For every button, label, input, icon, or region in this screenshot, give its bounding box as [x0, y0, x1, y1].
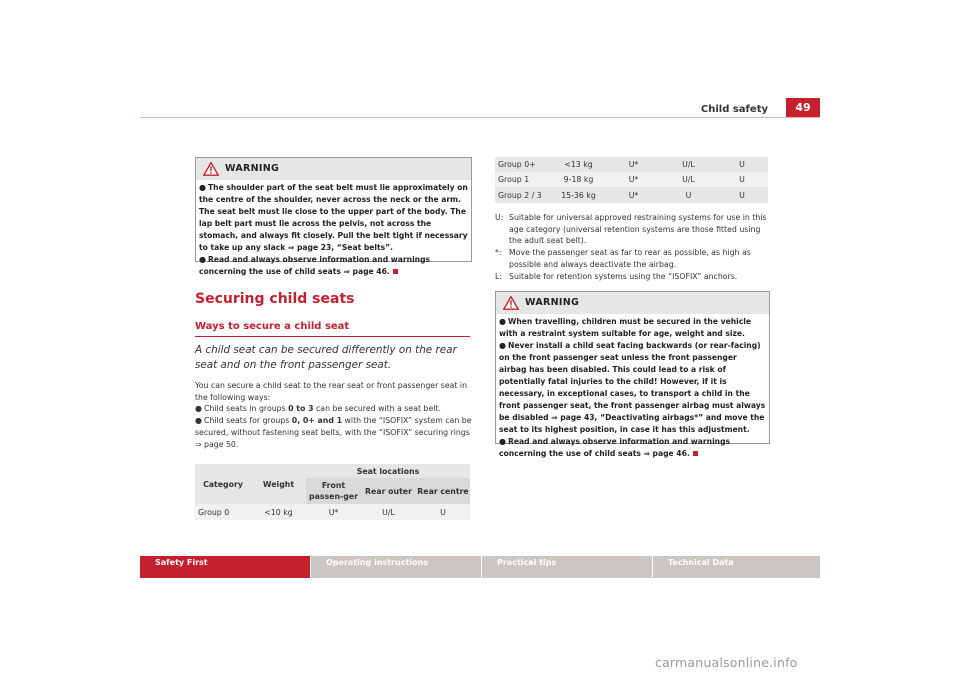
col-header-rear-centre: Rear centre [416, 478, 470, 504]
warning-item: ● When travelling, children must be secured in the vehicle with a restraint system suitable for age, weight and size. [499, 317, 751, 338]
table-row [195, 504, 470, 520]
end-square-icon [693, 451, 698, 456]
warning-item: ● The shoulder part of the seat belt must lie approximately on the centre of the shoulder, never across the neck or the arm. The seat belt must lie close to the upper part of the body. The lap belt part must lie across the pelvis, not across the stomach, and always fit closely. Pull the belt tight if necessary to take up any slack ⇒ page 23, “Seat belts”. [199, 183, 468, 252]
table-cell: Group 0+ [495, 157, 551, 172]
table-cell: U [416, 504, 470, 520]
warning-header [196, 158, 471, 180]
table-cell: U* [606, 187, 661, 203]
intro-paragraph: You can secure a child seat to the rear seat or front passenger seat in the following ways: [195, 381, 468, 402]
footer-tab-practical-tips[interactable]: Practical tips [482, 556, 652, 578]
table-row [495, 187, 768, 203]
subsection-rule [195, 336, 470, 337]
warning-triangle-icon [503, 296, 519, 310]
col-header-weight: Weight [251, 464, 306, 504]
body-text [195, 380, 473, 450]
header-rule [140, 117, 820, 118]
end-square-icon [393, 269, 398, 274]
page-number: 49 [786, 98, 820, 118]
table-cell: 15-36 kg [551, 187, 606, 203]
section-title: Securing child seats [195, 291, 355, 307]
table-cell: <13 kg [551, 157, 606, 172]
legend-item: U: Suitable for universal approved restraining systems for use in this age category (universal retention systems are those fitted using the adult seat belt). [495, 213, 767, 246]
warning-item: ● Read and always observe information and warnings concerning the use of child seats ⇒ page 46. [199, 255, 431, 276]
warning-box-child-seats [495, 291, 770, 458]
legend-item: L: Suitable for retention systems using the “ISOFIX” anchors. [495, 271, 738, 281]
table-cell: U [716, 187, 768, 203]
chapter-title: Child safety [700, 104, 768, 115]
warning-item: ● Never install a child seat facing backwards (or rear-facing) on the front passenger seat unless the front passenger airbag has been disabled. This could lead to a risk of potentially fatal injuries to the child! However, if it is necessary, in exceptional cases, to transport a child in the front passenger seat, the front passenger airbag must always be disabled ⇒ page 43, “Deactivating airbags*” and move the seat to its highest position, in case it has this adjustment. [499, 341, 766, 434]
table-cell: 9-18 kg [551, 172, 606, 187]
col-header-front-passenger: Front passen-ger [306, 478, 361, 504]
warning-title: WARNING [525, 297, 580, 308]
table-cell: U* [606, 157, 661, 172]
footer-tab-technical-data[interactable]: Technical Data [653, 556, 820, 578]
bullet-item: ● Child seats for groups 0, 0+ and 1 with the “ISOFIX” system can be secured, without fastening seat belts, with the “ISOFIX” securing rings ⇒ page 50. [195, 416, 472, 449]
col-header-rear-outer: Rear outer [361, 478, 416, 504]
table-legend [495, 212, 770, 282]
table-cell: U* [606, 172, 661, 187]
table-row [495, 172, 768, 187]
seat-location-table-continued [495, 157, 768, 203]
table-cell: U/L [361, 504, 416, 520]
warning-title: WARNING [225, 163, 280, 174]
warning-item: ● Read and always observe information and warnings concerning the use of child seats ⇒ page 46. [499, 437, 731, 458]
table-cell: <10 kg [251, 504, 306, 520]
table-cell: U/L [661, 172, 716, 187]
col-header-seat-locations: Seat locations [306, 464, 470, 478]
footer-tab-safety-first[interactable]: Safety First [140, 556, 310, 578]
table-cell: U [716, 157, 768, 172]
footer-nav [140, 556, 820, 578]
warning-header [496, 292, 769, 314]
bullet-item: ● Child seats in groups 0 to 3 can be secured with a seat belt. [195, 404, 441, 414]
table-row [495, 157, 768, 172]
watermark: carmanualsonline.info [655, 655, 798, 670]
subsection-title: Ways to secure a child seat [195, 321, 350, 332]
warning-triangle-icon [203, 162, 219, 176]
legend-item: *: Move the passenger seat as far to rear as possible, as high as possible and always deactivate the airbag. [495, 248, 751, 269]
seat-location-table [195, 464, 470, 520]
table-cell: U/L [661, 157, 716, 172]
col-header-category: Category [195, 464, 251, 504]
table-cell: Group 0 [195, 504, 251, 520]
footer-tab-operating-instructions[interactable]: Operating instructions [311, 556, 481, 578]
warning-box-seat-belt [195, 157, 472, 276]
table-cell: U* [306, 504, 361, 520]
lead-paragraph: A child seat can be secured differently on the rear seat and on the front passenger seat. [195, 344, 457, 371]
table-cell: Group 1 [495, 172, 551, 187]
table-cell: U [716, 172, 768, 187]
table-cell: Group 2 / 3 [495, 187, 551, 203]
table-cell: U [661, 187, 716, 203]
